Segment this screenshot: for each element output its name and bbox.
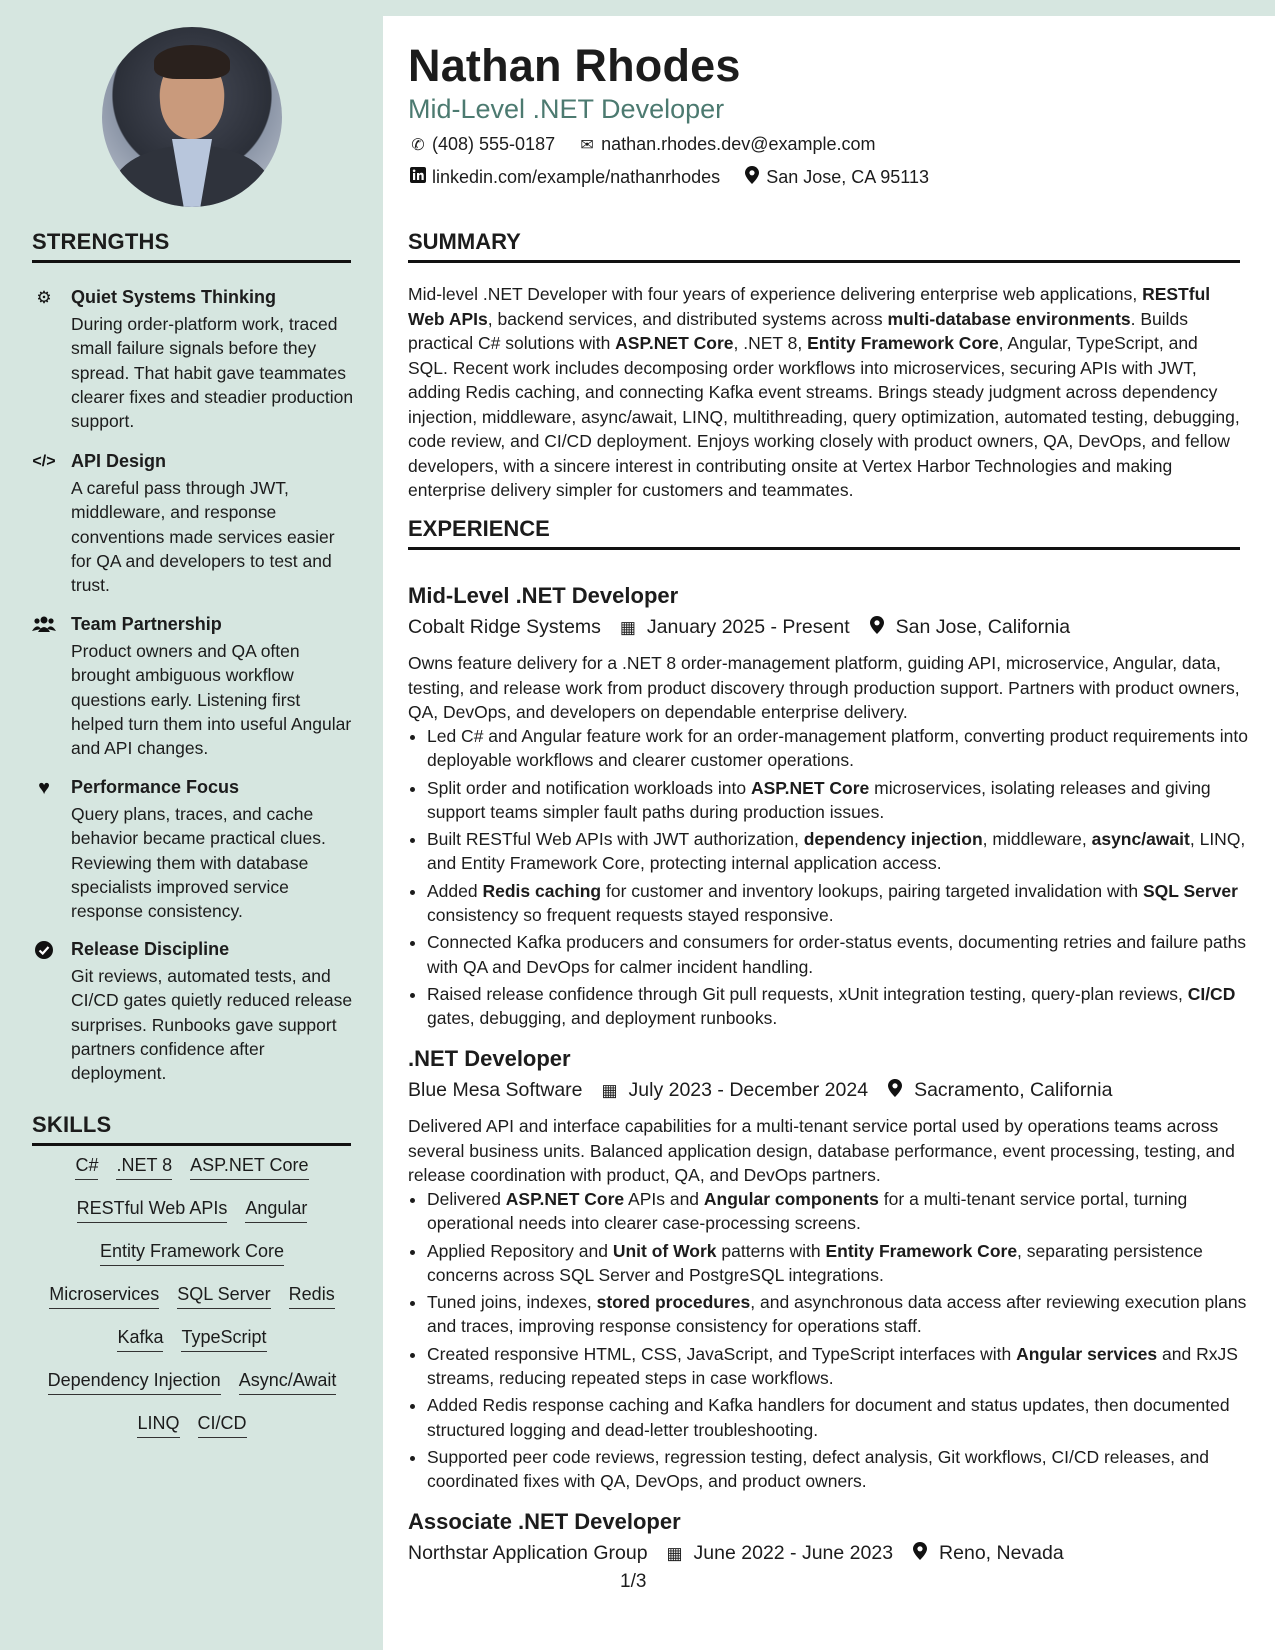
job-title: .NET Developer bbox=[408, 1046, 571, 1071]
skill-tag: Kafka bbox=[117, 1325, 163, 1352]
skills-list bbox=[32, 1153, 352, 1454]
skill-tag: Angular bbox=[245, 1196, 307, 1223]
contact-row bbox=[408, 134, 876, 155]
job-description: Owns feature delivery for a .NET 8 order-management platform, guiding API, microservice, Angular, data, testing, and release work from product discovery through production support. Partners with product owners, QA, DevOps, and developers on dependable enterprise delivery. bbox=[408, 653, 1240, 722]
job-description: Delivered API and interface capabilities for a multi-tenant service portal used by operations teams across several business units. Balanced application design, database performance, event processing, testing, and release coordination with product, QA, and DevOps partners. bbox=[408, 1116, 1235, 1185]
bullet-item: • Added Redis response caching and Kafka handlers for document and status updates, then documented structured logging and dead-letter troubleshooting. bbox=[427, 1393, 1259, 1442]
strengths-heading: STRENGTHS bbox=[32, 229, 351, 263]
profile-photo bbox=[102, 27, 282, 207]
bullet-item: • Built RESTful Web APIs with JWT authorization, dependency injection, middleware, async/await, LINQ, and Entity Framework Core, protecting internal application access. bbox=[427, 827, 1259, 876]
job-title: Mid-Level .NET Developer bbox=[408, 583, 679, 608]
skill-row bbox=[32, 1153, 352, 1196]
map-pin-icon bbox=[866, 616, 888, 639]
job-bullets bbox=[408, 724, 1259, 1034]
job-meta bbox=[408, 1079, 1112, 1102]
skill-row bbox=[32, 1368, 352, 1411]
skill-tag: LINQ bbox=[137, 1411, 179, 1438]
email[interactable]: nathan.rhodes.dev@example.com bbox=[601, 134, 876, 154]
bullet-item: • Supported peer code reviews, regression testing, defect analysis, Git workflows, CI/CD releases, and coordinated fixes with QA, DevOps, and product owners. bbox=[427, 1445, 1259, 1494]
skill-tag: C# bbox=[75, 1153, 98, 1180]
strength-title: API Design bbox=[71, 451, 167, 471]
bullet-item: • Created responsive HTML, CSS, JavaScript, and TypeScript interfaces with Angular services and RxJS streams, reducing repeated steps in case workflows. bbox=[427, 1342, 1259, 1391]
strength-body: Query plans, traces, and cache behavior became practical clues. Reviewing them with database specialists improved service response consistency. bbox=[71, 804, 326, 922]
skill-tag: .NET 8 bbox=[116, 1153, 172, 1180]
skill-row bbox=[32, 1196, 352, 1239]
calendar-icon: ▦ bbox=[619, 617, 636, 637]
summary-text: Mid-level .NET Developer with four years of experience delivering enterprise web applications, RESTful Web APIs, backend services, and distributed systems across multi-database environments. Builds practical C# solutions with ASP.NET Core, .NET 8, Entity Framework Core, Angular, TypeScript, and SQL. Recent work includes decomposing order workflows into microservices, securing APIs with JWT, adding Redis caching, and connecting Kafka event streams. Brings steady judgment across dependency injection, middleware, async/await, LINQ, multithreading, query optimization, automated testing, debugging, code review, and CI/CD deployment. Enjoys working closely with product owners, QA, DevOps, and fellow developers, with a sincere interest in contributing onsite at Vertex Harbor Technologies and making enterprise delivery simpler for customers and teammates. bbox=[408, 284, 1240, 500]
skill-row bbox=[32, 1325, 352, 1368]
job-meta bbox=[408, 616, 1070, 639]
bullet-item: • Connected Kafka producers and consumers for order-status events, documenting retries and failure paths with QA and DevOps for calmer incident handling. bbox=[427, 930, 1259, 979]
location: San Jose, CA 95113 bbox=[766, 167, 929, 187]
skill-row bbox=[32, 1411, 352, 1454]
calendar-icon: ▦ bbox=[601, 1080, 618, 1100]
heart-icon: ♥ bbox=[38, 777, 50, 799]
skill-tag: Entity Framework Core bbox=[100, 1239, 284, 1266]
phone: (408) 555-0187 bbox=[432, 134, 556, 154]
strength-title: Team Partnership bbox=[71, 614, 222, 634]
job-dates: July 2023 - December 2024 bbox=[628, 1079, 869, 1101]
bullet-item: • Applied Repository and Unit of Work patterns with Entity Framework Core, separating persistence concerns across SQL Server and PostgreSQL integrations. bbox=[427, 1239, 1259, 1288]
skill-tag: ASP.NET Core bbox=[190, 1153, 308, 1180]
linkedin[interactable]: linkedin.com/example/nathanrhodes bbox=[432, 167, 721, 187]
job-meta bbox=[408, 1542, 1064, 1565]
job-dates: June 2022 - June 2023 bbox=[693, 1542, 894, 1564]
company: Northstar Application Group bbox=[408, 1542, 648, 1564]
map-pin-icon bbox=[742, 166, 762, 189]
skill-row bbox=[32, 1239, 352, 1282]
skill-row bbox=[32, 1282, 352, 1325]
check-circle-icon bbox=[32, 940, 56, 960]
contact-row bbox=[408, 166, 929, 189]
strength-body: A careful pass through JWT, middleware, and response conventions made services easier for QA and developers to test and trust. bbox=[71, 478, 335, 596]
candidate-name: Nathan Rhodes bbox=[408, 40, 741, 91]
linkedin-icon bbox=[408, 167, 428, 188]
job-location: San Jose, California bbox=[895, 616, 1071, 638]
skill-tag: Microservices bbox=[49, 1282, 159, 1309]
strength-body: During order-platform work, traced small failure signals before they spread. That habit gave teammates clearer fixes and steadier production support. bbox=[71, 314, 354, 432]
skills-heading: SKILLS bbox=[32, 1112, 351, 1146]
bullet-item: • Raised release confidence through Git pull requests, xUnit integration testing, query-plan reviews, CI/CD gates, debugging, and deployment runbooks. bbox=[427, 982, 1259, 1031]
gears-icon: ⚙ bbox=[36, 288, 52, 307]
strength-title: Release Discipline bbox=[71, 939, 230, 959]
skill-tag: RESTful Web APIs bbox=[77, 1196, 228, 1223]
company: Blue Mesa Software bbox=[408, 1079, 583, 1101]
strength-body: Git reviews, automated tests, and CI/CD gates quietly reduced release surprises. Runbooks gave support partners confidence after deployment. bbox=[71, 966, 353, 1084]
code-icon: </> bbox=[32, 453, 56, 470]
skill-tag: Dependency Injection bbox=[48, 1368, 221, 1395]
bullet-item: • Led C# and Angular feature work for an order-management platform, converting product requirements into deployable workflows and clearer customer operations. bbox=[427, 724, 1259, 773]
job-dates: January 2025 - Present bbox=[646, 616, 850, 638]
skill-tag: CI/CD bbox=[198, 1411, 247, 1438]
experience-heading: EXPERIENCE bbox=[408, 516, 1240, 550]
phone-icon: ✆ bbox=[411, 136, 425, 154]
job-bullets bbox=[408, 1187, 1259, 1497]
bullet-item: • Added Redis caching for customer and inventory lookups, pairing targeted invalidation with SQL Server consistency so frequent requests stayed responsive. bbox=[427, 879, 1259, 928]
summary-heading: SUMMARY bbox=[408, 229, 1240, 263]
email-icon: ✉ bbox=[580, 136, 594, 154]
page-number: 1/3 bbox=[620, 1571, 647, 1592]
bullet-item: • Delivered ASP.NET Core APIs and Angular components for a multi-tenant service portal, turning operational needs into clearer case-processing screens. bbox=[427, 1187, 1259, 1236]
calendar-icon: ▦ bbox=[666, 1543, 683, 1563]
skill-tag: Async/Await bbox=[239, 1368, 337, 1395]
job-title: Associate .NET Developer bbox=[408, 1509, 681, 1534]
skill-tag: SQL Server bbox=[177, 1282, 270, 1309]
candidate-role: Mid-Level .NET Developer bbox=[408, 94, 725, 124]
strength-body: Product owners and QA often brought ambiguous workflow questions early. Listening first helped turn them into useful Angular and API changes. bbox=[71, 641, 352, 759]
bullet-item: • Tuned joins, indexes, stored procedures, and asynchronous data access after reviewing execution plans and traces, improving response consistency for operations staff. bbox=[427, 1290, 1259, 1339]
skill-tag: TypeScript bbox=[181, 1325, 266, 1352]
company: Cobalt Ridge Systems bbox=[408, 616, 601, 638]
bullet-item: • Split order and notification workloads into ASP.NET Core microservices, isolating releases and giving support teams simpler fault paths during production issues. bbox=[427, 776, 1259, 825]
map-pin-icon bbox=[884, 1079, 906, 1102]
skill-tag: Redis bbox=[289, 1282, 335, 1309]
strength-title: Quiet Systems Thinking bbox=[71, 287, 277, 307]
job-location: Reno, Nevada bbox=[939, 1542, 1064, 1564]
job-location: Sacramento, California bbox=[914, 1079, 1113, 1101]
map-pin-icon bbox=[909, 1542, 931, 1565]
users-icon bbox=[32, 615, 56, 635]
strength-title: Performance Focus bbox=[71, 777, 240, 797]
